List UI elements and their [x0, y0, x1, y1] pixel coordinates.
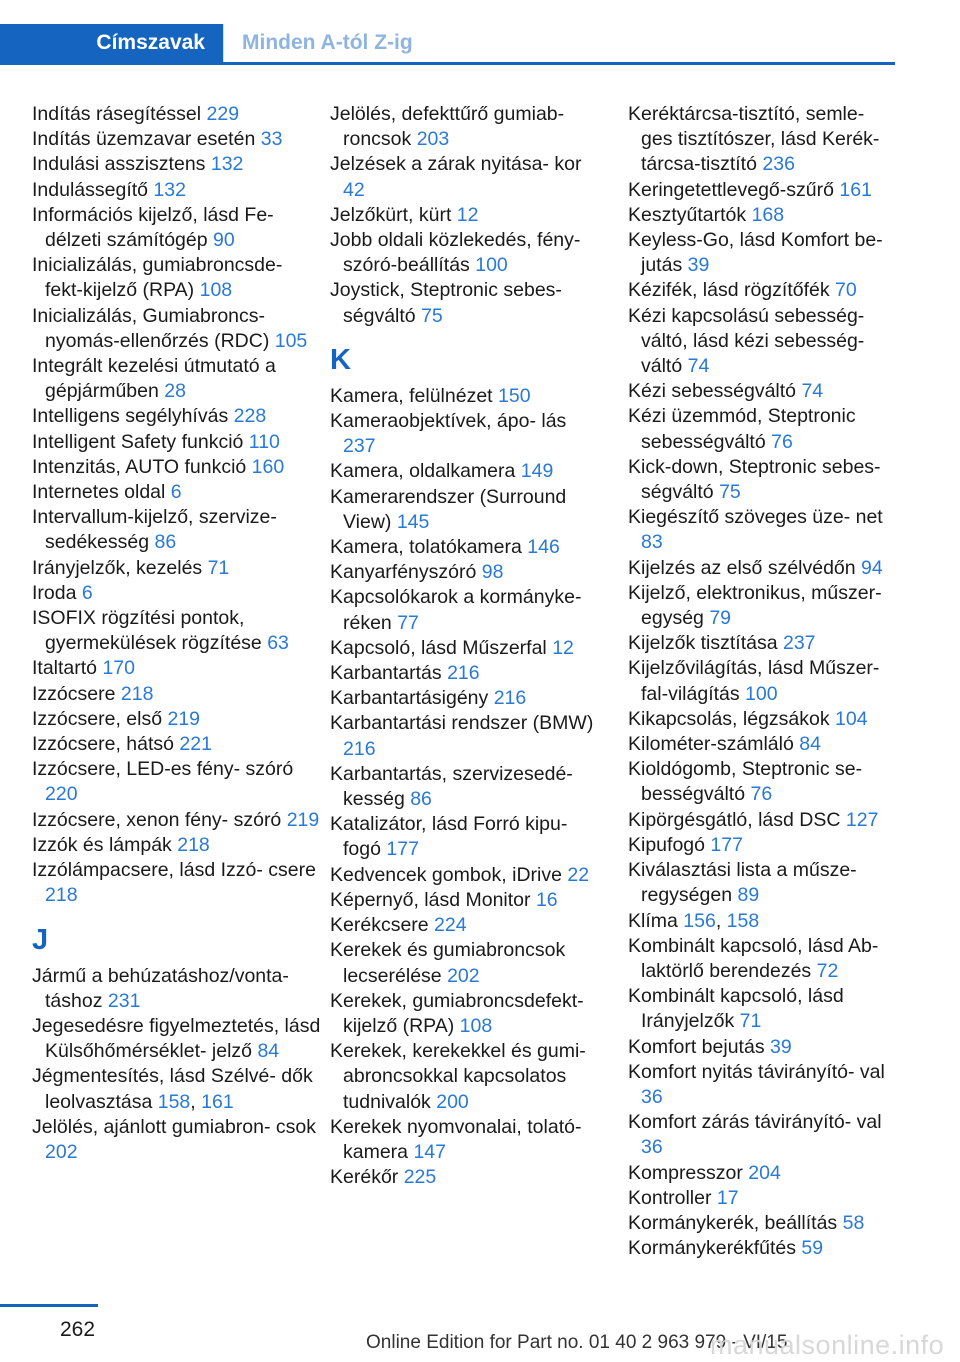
- page-reference-link[interactable]: 146: [527, 536, 560, 559]
- page-reference-link[interactable]: 147: [413, 1140, 446, 1163]
- entry-term: Kedvencek gombok, iDrive: [330, 863, 568, 886]
- entry-term: Jelzések a zárak nyitása- kor: [330, 153, 582, 176]
- entry-term: Indítás üzemzavar esetén: [32, 128, 261, 151]
- page-reference-link[interactable]: 218: [177, 833, 210, 856]
- entry-term: Kikapcsolás, légzsákok: [628, 707, 836, 730]
- entry-term: ISOFIX rögzítési pontok, gyermekülések rögzítése: [32, 607, 268, 655]
- index-entry: [628, 808, 898, 833]
- page-reference-link[interactable]: 83: [641, 531, 663, 554]
- index-entry: [330, 560, 600, 585]
- index-entry: [32, 152, 322, 177]
- entry-term: Komfort bejutás: [628, 1035, 770, 1058]
- index-entry: [330, 711, 600, 761]
- page-reference-link[interactable]: 59: [801, 1237, 824, 1260]
- index-entry: [628, 1211, 898, 1236]
- page-reference-link[interactable]: 39: [687, 254, 710, 277]
- page-reference-link[interactable]: 76: [750, 783, 773, 806]
- index-entry: [330, 384, 600, 409]
- entry-term: Kamera, oldalkamera: [330, 460, 521, 483]
- section-letter: J: [32, 923, 49, 956]
- page-reference-link[interactable]: 110: [248, 430, 280, 453]
- index-entry: [330, 1115, 600, 1165]
- index-entry: [32, 682, 322, 707]
- entry-term: Kézi sebességváltó: [628, 380, 802, 403]
- index-column-3: [628, 102, 898, 1261]
- entry-term: Kameraobjektívek, ápo- lás: [330, 410, 567, 433]
- page-reference-link[interactable]: 221: [179, 733, 212, 756]
- index-entry: [32, 581, 322, 606]
- entry-term: Internetes oldal: [32, 481, 171, 504]
- page-reference-link[interactable]: 16: [535, 888, 558, 911]
- index-entry: [330, 228, 600, 278]
- edition-note: Online Edition for Part no. 01 40 2 963 979 - VI/15: [366, 1332, 788, 1353]
- page-reference-link[interactable]: 108: [459, 1014, 493, 1037]
- entry-term: Kijelző, elektronikus, műszer- egység: [628, 581, 882, 630]
- page-reference-link[interactable]: 149: [520, 460, 554, 483]
- index-entry: [330, 485, 600, 535]
- index-entry: [32, 304, 322, 354]
- entry-term: Képernyő, lásd Monitor: [330, 888, 536, 911]
- footer-rule: [0, 1304, 98, 1307]
- index-entry: [628, 858, 898, 908]
- page-reference-link[interactable]: 63: [267, 632, 289, 655]
- index-entry: [628, 1161, 898, 1186]
- page-reference-link[interactable]: 98: [481, 561, 504, 584]
- page-reference-link[interactable]: 132: [210, 153, 244, 176]
- entry-term: Kiegészítő szöveges üze- net: [628, 506, 883, 529]
- index-entry: [32, 1014, 322, 1064]
- entry-term: Karbantartás, szervizesedé- kesség: [330, 762, 573, 811]
- page-reference-link[interactable]: 145: [396, 510, 430, 533]
- page-reference-link[interactable]: 203: [416, 128, 450, 151]
- entry-term: Jobb oldali közlekedés, fény- szóró-beállítás: [330, 229, 581, 277]
- index-entry: [32, 430, 322, 455]
- entry-term: Kamerarendszer (Surround View): [330, 485, 567, 533]
- entry-term: Joystick, Steptronic sebes- ségváltó: [330, 279, 562, 327]
- index-entry: [628, 404, 898, 454]
- index-entry: [628, 1110, 898, 1160]
- page-reference-link[interactable]: 219: [286, 808, 320, 831]
- page-reference-link[interactable]: 76: [771, 430, 793, 453]
- index-entry: [628, 178, 898, 203]
- page-reference-link[interactable]: 228: [233, 405, 267, 428]
- entry-term: Komfort zárás távirányító- val: [628, 1111, 882, 1134]
- index-entry: [628, 1035, 898, 1060]
- page-reference-link[interactable]: 84: [799, 733, 821, 756]
- index-entry: [32, 455, 322, 480]
- page-reference-link[interactable]: 218: [120, 682, 154, 705]
- page-reference-link[interactable]: 86: [154, 531, 177, 554]
- page-reference-link[interactable]: 79: [709, 607, 732, 630]
- tab-all-a-z[interactable]: [224, 24, 422, 62]
- entry-term: Kerekek nyomvonalai, tolató- kamera: [330, 1115, 582, 1163]
- index-entry: [32, 606, 322, 656]
- entry-term: Kézi üzemmód, Steptronic sebességváltó: [628, 405, 856, 453]
- index-entry: [628, 556, 898, 581]
- page-reference-link[interactable]: 177: [710, 833, 743, 856]
- page-reference-link[interactable]: 132: [153, 178, 186, 201]
- entry-term: Kanyarfényszóró: [330, 561, 482, 584]
- index-entry: [330, 102, 600, 152]
- page-reference-link[interactable]: 216: [447, 662, 480, 685]
- index-entry: [32, 404, 322, 429]
- index-entry: [628, 102, 898, 178]
- index-column-1: [32, 102, 322, 1165]
- index-entry: [628, 455, 898, 505]
- tab-keywords-label: Címszavak: [96, 31, 205, 54]
- entry-term: Katalizátor, lásd Forró kipu- fogó: [330, 813, 568, 861]
- entry-term: Indítás rásegítéssel: [32, 103, 207, 125]
- page-reference-link[interactable]: 160: [251, 455, 285, 478]
- entry-term: Kijelzés az első szélvédőn: [628, 556, 862, 579]
- index-entry: [32, 505, 322, 555]
- entry-term: Kapcsolókarok a kormányke- réken: [330, 586, 582, 634]
- page-reference-link[interactable]: 202: [45, 1140, 78, 1163]
- page-reference-link[interactable]: 168: [751, 203, 785, 226]
- entry-term: Kioldógomb, Steptronic se- bességváltó: [628, 758, 863, 806]
- page-reference-link[interactable]: 158: [726, 909, 760, 932]
- page-reference-link[interactable]: 105: [274, 329, 308, 352]
- entry-term: Karbantartási rendszer (BMW): [330, 712, 594, 735]
- entry-term: Kipufogó: [628, 833, 711, 856]
- entry-term: Karbantartás: [330, 662, 448, 685]
- page-reference-link[interactable]: 6: [81, 581, 93, 604]
- page-reference-link[interactable]: 150: [498, 384, 531, 407]
- page-reference-link[interactable]: 75: [421, 304, 443, 327]
- index-entry: [330, 1165, 600, 1190]
- entry-term: Izzólámpacsere, lásd Izzó- csere: [32, 859, 316, 882]
- index-entry: [32, 707, 322, 732]
- page-reference-link[interactable]: 170: [102, 657, 135, 680]
- entry-term: Kompresszor: [628, 1161, 749, 1184]
- entry-term: Kipörgésgátló, lásd DSC: [628, 808, 846, 831]
- page-reference-link[interactable]: 219: [167, 707, 201, 730]
- entry-term: Kerekek és gumiabroncsok lecserélése: [330, 939, 566, 987]
- entry-term: Izzócsere, xenon fény- szóró: [32, 808, 287, 831]
- index-entry: [628, 656, 898, 706]
- index-entry: [628, 984, 898, 1034]
- entry-term: Kick-down, Steptronic sebes- ségváltó: [628, 455, 881, 504]
- index-entry: [330, 686, 600, 711]
- index-entry: [330, 661, 600, 686]
- page-reference-link[interactable]: 218: [45, 884, 78, 907]
- index-entry: [628, 934, 898, 984]
- entry-term: Kombinált kapcsoló, lásd Irányjelzők: [628, 985, 844, 1033]
- page-reference-link[interactable]: 75: [719, 481, 741, 504]
- entry-term: Kapcsoló, lásd Műszerfal: [330, 636, 553, 659]
- page-reference-link[interactable]: 12: [456, 203, 479, 226]
- index-entry: [32, 178, 322, 203]
- entry-term: Kijelzők tisztítása: [628, 632, 783, 655]
- index-entry: [32, 858, 322, 908]
- entry-term: Kombinált kapcsoló, lásd Ab- laktörlő berendezés: [628, 934, 879, 982]
- index-entry: [628, 581, 898, 631]
- page-reference-link[interactable]: 177: [386, 838, 419, 861]
- index-entry: [32, 253, 322, 303]
- entry-term: Izzócsere: [32, 682, 121, 705]
- page-reference-link[interactable]: 108: [199, 279, 233, 302]
- index-entry: [32, 354, 322, 404]
- page-reference-link[interactable]: 86: [410, 788, 432, 811]
- tab-keywords[interactable]: [0, 24, 223, 62]
- index-entry: [330, 636, 600, 661]
- page-reference-link[interactable]: 156: [683, 909, 716, 932]
- page-reference-link[interactable]: 161: [839, 178, 872, 201]
- index-column-2: [330, 102, 600, 1190]
- index-entry: [628, 505, 898, 555]
- entry-term: Jelölés, ajánlott gumiabron- csok: [32, 1115, 316, 1138]
- entry-term: Keyless-Go, lásd Komfort be- jutás: [628, 229, 883, 277]
- entry-term: Kontroller: [628, 1186, 717, 1209]
- page-reference-link[interactable]: 231: [107, 989, 141, 1012]
- page-reference-link[interactable]: 36: [641, 1085, 663, 1108]
- index-entry: [628, 1236, 898, 1261]
- page-reference-link[interactable]: 104: [835, 707, 868, 730]
- entry-term: Kijelzővilágítás, lásd Műszer- fal-világítás: [628, 657, 880, 705]
- page-reference-link[interactable]: 22: [567, 863, 590, 886]
- page-reference-link[interactable]: 12: [552, 636, 574, 659]
- entry-term: Italtartó: [32, 657, 103, 680]
- index-entry: [330, 989, 600, 1039]
- page-reference-link[interactable]: 89: [737, 884, 760, 907]
- index-entry: [330, 585, 600, 635]
- entry-term: Kerekek, kerekekkel és gumi- abroncsokkal kapcsolatos tudnivalók: [330, 1040, 586, 1113]
- page-reference-link[interactable]: 39: [769, 1035, 792, 1058]
- index-entry: [330, 938, 600, 988]
- index-entry: [628, 304, 898, 380]
- entry-term: Kerékőr: [330, 1166, 404, 1189]
- index-entry: [628, 757, 898, 807]
- index-entry: [32, 656, 322, 681]
- index-entry: [32, 833, 322, 858]
- entry-term: Jármű a behúzatáshoz/vonta- táshoz: [32, 964, 289, 1012]
- page-reference-link[interactable]: 158: [157, 1090, 191, 1113]
- index-entry: [330, 152, 600, 202]
- index-entry: [628, 1060, 898, 1110]
- page-reference-link[interactable]: 202: [447, 964, 480, 987]
- page-reference-link[interactable]: 100: [475, 254, 508, 277]
- index-entry: [628, 833, 898, 858]
- entry-term: Kerékcsere: [330, 914, 435, 937]
- index-entry: [628, 631, 898, 656]
- page-reference-link[interactable]: 127: [845, 808, 879, 831]
- page-reference-link[interactable]: 220: [45, 783, 78, 806]
- index-entry: [330, 888, 600, 913]
- index-entry: [32, 732, 322, 757]
- page-reference-link[interactable]: 74: [687, 355, 710, 378]
- entry-term: Izzócsere, első: [32, 707, 168, 730]
- entry-term: Komfort nyitás távirányító- val: [628, 1060, 885, 1083]
- entry-term: Információs kijelző, lásd Fe- délzeti számítógép: [32, 203, 274, 252]
- index-entry: [32, 556, 322, 581]
- index-entry: [330, 913, 600, 938]
- entry-term: Kiválasztási lista a műsze- regységen: [628, 859, 857, 907]
- entry-term: Kilométer-számláló: [628, 733, 800, 756]
- page-reference-link[interactable]: 204: [748, 1161, 781, 1184]
- entry-term: Kézi kapcsolású sebesség- váltó, lásd kézi sebesség- váltó: [628, 304, 865, 378]
- index-entry: [628, 203, 898, 228]
- page-reference-link[interactable]: 100: [745, 682, 778, 705]
- entry-term: Kamera, felülnézet: [330, 384, 499, 407]
- entry-term: Intelligent Safety funkció: [32, 430, 249, 453]
- entry-term: Irányjelzők, kezelés: [32, 556, 208, 579]
- entry-term: Kormánykerék, beállítás: [628, 1211, 843, 1234]
- index-entry: [330, 409, 600, 459]
- page-reference-link[interactable]: 74: [801, 380, 824, 403]
- index-entry: [330, 459, 600, 484]
- index-entry: [32, 964, 322, 1014]
- entry-term: Jégmentesítés, lásd Szélvé- dők leolvasztása: [32, 1065, 313, 1113]
- entry-term: Kesztyűtartók: [628, 203, 752, 226]
- entry-term: Intervallum-kijelző, szervize- sedékesség: [32, 506, 277, 554]
- page-reference-link[interactable]: 71: [739, 1010, 762, 1033]
- page-reference-link[interactable]: 71: [207, 556, 230, 579]
- index-entry: [330, 203, 600, 228]
- page-reference-link[interactable]: 216: [343, 737, 376, 760]
- index-entry: [330, 762, 600, 812]
- index-entry: [32, 1064, 322, 1114]
- entry-term: Kerekek, gumiabroncsdefekt- kijelző (RPA): [330, 989, 584, 1037]
- tab-all-a-z-label: Minden A-tól Z-ig: [242, 31, 413, 54]
- index-entry: [628, 379, 898, 404]
- entry-term: Indulási asszisztens: [32, 153, 211, 176]
- page-reference-link[interactable]: 33: [260, 128, 283, 151]
- page-reference-link[interactable]: 72: [816, 959, 839, 982]
- index-entry: [628, 732, 898, 757]
- index-entry: [330, 535, 600, 560]
- entry-term: Iroda: [32, 581, 82, 604]
- entry-term: Kormánykerékfűtés: [628, 1237, 802, 1260]
- entry-term: Izzócsere, LED-es fény- szóró: [32, 758, 294, 781]
- entry-term: Indulássegítő: [32, 178, 154, 201]
- watermark: manualsonline.info: [710, 1330, 945, 1360]
- index-entry: [32, 102, 322, 127]
- entry-term: Izzók és lámpák: [32, 833, 178, 856]
- index-entry: [32, 480, 322, 505]
- index-entry: [628, 228, 898, 278]
- entry-term: Klíma: [628, 909, 684, 932]
- entry-term: Jegesedésre figyelmeztetés, lásd Külsőhőmérséklet- jelző: [32, 1014, 321, 1063]
- index-entry: [628, 909, 898, 934]
- page-reference-link[interactable]: 70: [835, 279, 857, 302]
- entry-term: Inicializálás, gumiabroncsde- fekt-kijelző (RPA): [32, 254, 283, 302]
- page-reference-link[interactable]: 58: [842, 1211, 865, 1234]
- index-entry: [628, 278, 898, 303]
- entry-term: Jelzőkürt, kürt: [330, 203, 457, 226]
- page-reference-link[interactable]: 236: [762, 153, 795, 176]
- index-entry: [628, 707, 898, 732]
- entry-term: Integrált kezelési útmutató a gépjárműben: [32, 355, 276, 403]
- entry-term: Jelölés, defekttűrő gumiab- roncsok: [330, 103, 565, 151]
- page-reference-link[interactable]: 200: [436, 1090, 469, 1113]
- page-reference-link[interactable]: 77: [397, 611, 419, 634]
- page-number: 262: [60, 1318, 96, 1341]
- index-entry: [330, 812, 600, 862]
- entry-term: Intenzitás, AUTO funkció: [32, 455, 252, 478]
- entry-term: Kézifék, lásd rögzítőfék: [628, 279, 836, 302]
- index-entry: [32, 1115, 322, 1165]
- section-letter: K: [330, 343, 351, 376]
- page-reference-link[interactable]: 42: [343, 178, 365, 201]
- entry-term: Keringetettlevegő-szűrő: [628, 178, 840, 201]
- page-reference-link[interactable]: 6: [170, 481, 182, 504]
- entry-term: Keréktárcsa-tisztító, semle- ges tisztítószer, lásd Kerék- tárcsa-tisztító: [628, 103, 880, 176]
- page-reference-link[interactable]: 225: [403, 1166, 437, 1189]
- page-reference-link[interactable]: 161: [201, 1090, 234, 1113]
- index-entry: [32, 127, 322, 152]
- entry-term: Kamera, tolatókamera: [330, 536, 528, 559]
- page-reference-link[interactable]: 237: [343, 435, 376, 458]
- page-reference-link[interactable]: 36: [641, 1136, 663, 1159]
- header-tabs: [0, 24, 895, 65]
- entry-term: Inicializálás, Gumiabroncs- nyomás-ellenőrzés (RDC): [32, 304, 275, 352]
- page-reference-link[interactable]: 90: [213, 229, 235, 252]
- page-reference-link[interactable]: 216: [493, 687, 527, 710]
- index-entry: [330, 278, 600, 328]
- page-reference-link[interactable]: 237: [782, 632, 816, 655]
- page-reference-link[interactable]: 28: [164, 380, 186, 403]
- index-entry: [32, 808, 322, 833]
- index-entry: [628, 1186, 898, 1211]
- page-reference-link[interactable]: 17: [716, 1186, 739, 1209]
- reference-separator: ,: [715, 909, 727, 932]
- entry-term: Izzócsere, hátsó: [32, 733, 180, 756]
- index-entry: [330, 1039, 600, 1115]
- page-reference-link[interactable]: 84: [257, 1040, 280, 1063]
- entry-term: Intelligens segélyhívás: [32, 405, 234, 428]
- page-reference-link[interactable]: 94: [861, 556, 883, 579]
- page-reference-link[interactable]: 229: [206, 103, 240, 125]
- index-entry: [32, 757, 322, 807]
- entry-term: Karbantartásigény: [330, 687, 494, 710]
- page-reference-link[interactable]: 224: [434, 914, 467, 937]
- index-entry: [330, 863, 600, 888]
- reference-separator: ,: [190, 1090, 202, 1113]
- index-entry: [32, 203, 322, 253]
